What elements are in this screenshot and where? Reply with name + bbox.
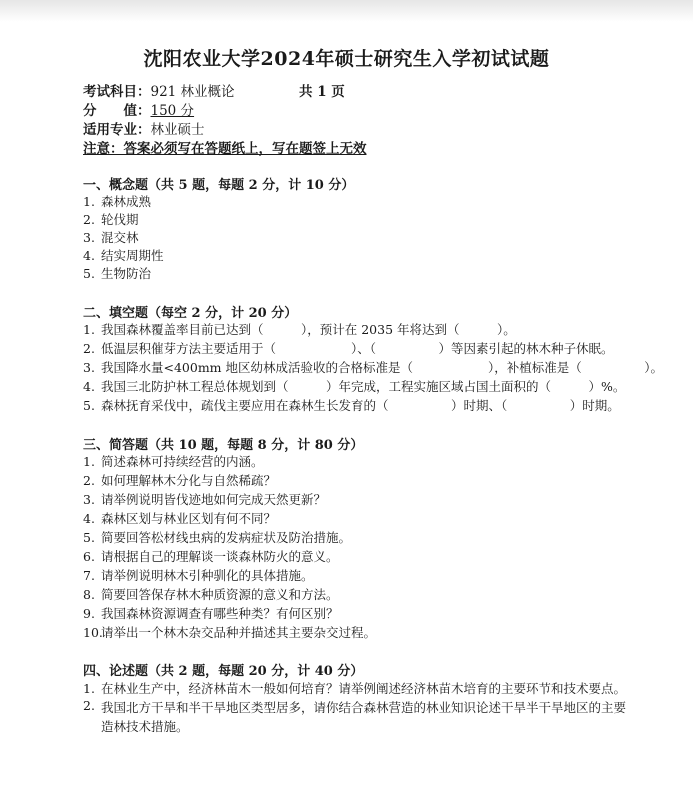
subject-label: 考试科目： xyxy=(83,84,151,100)
question-item xyxy=(83,210,139,228)
question-item xyxy=(83,698,626,736)
question-number: 10. xyxy=(83,625,103,640)
question-number: 5. xyxy=(83,266,95,281)
question-text: 简述森林可持续经营的内涵。 xyxy=(101,454,264,469)
question-item xyxy=(83,246,164,264)
question-text: 请举出一个林木杂交品种并描述其主要杂交过程。 xyxy=(101,625,377,640)
scan-edge xyxy=(0,0,693,22)
question-item xyxy=(83,585,339,603)
question-number: 2. xyxy=(83,473,95,488)
question-item xyxy=(83,320,516,338)
question-number: 3. xyxy=(83,360,95,375)
question-item xyxy=(83,377,625,395)
question-text: 简要回答松材线虫病的发病症状及防治措施。 xyxy=(101,530,352,545)
question-text: 请根据自己的理解谈一谈森林防火的意义。 xyxy=(101,549,339,564)
question-text: 我国北方干旱和半干旱地区类型居多，请你结合森林营造的林业知识论述干旱半干旱地区的主要造林技术措施。 xyxy=(101,700,627,734)
question-text: 森林区划与林业区划有何不同？ xyxy=(101,511,277,526)
question-item xyxy=(83,358,663,376)
question-number: 3. xyxy=(83,230,95,245)
section-heading: 一、概念题（共 5 题，每题 2 分，计 10 分） xyxy=(83,178,355,193)
section-heading: 二、填空题（每空 2 分，计 20 分） xyxy=(83,306,298,321)
question-item xyxy=(83,509,276,527)
question-text: 森林成熟 xyxy=(101,194,152,209)
question-text: 我国降水量<400mm 地区幼林成活验收的合格标准是（ ），补植标准是（ ）。 xyxy=(101,360,664,375)
section-heading: 四、论述题（共 2 题，每题 20 分，计 40 分） xyxy=(83,664,364,679)
question-item xyxy=(83,264,151,282)
exam-title: 沈阳农业大学2024年硕士研究生入学初试试题 xyxy=(143,48,550,70)
question-text: 生物防治 xyxy=(101,266,152,281)
question-item xyxy=(83,471,276,489)
subject-value: 921 林业概论 xyxy=(150,84,235,100)
question-number: 4. xyxy=(83,379,95,394)
question-text: 简要回答保存林木种质资源的意义和方法。 xyxy=(101,587,339,602)
question-item xyxy=(83,339,614,357)
question-item xyxy=(83,192,151,210)
subject-line xyxy=(83,80,235,100)
question-text: 请举例说明皆伐迹地如何完成天然更新？ xyxy=(101,492,327,507)
score-value: 150 分 xyxy=(150,103,195,119)
question-text: 我国森林资源调查有哪些种类？有何区别？ xyxy=(101,606,339,621)
question-number: 6. xyxy=(83,549,95,564)
question-number: 5. xyxy=(83,530,95,545)
question-item xyxy=(83,604,339,622)
question-number: 2. xyxy=(83,698,95,713)
question-number: 3. xyxy=(83,492,95,507)
question-number: 7. xyxy=(83,568,95,583)
question-text: 森林抚育采伐中，疏伐主要应用在森林生长发育的（ ）时期、（ ）时期。 xyxy=(101,398,620,413)
question-item xyxy=(83,228,139,246)
question-number: 4. xyxy=(83,248,95,263)
question-number: 1. xyxy=(83,194,95,209)
question-text: 在林业生产中，经济林苗木一般如何培育？请举例阐述经济林苗木培育的主要环节和技术要点。 xyxy=(101,681,627,696)
question-number: 4. xyxy=(83,511,95,526)
question-item xyxy=(83,679,626,697)
question-item xyxy=(83,396,620,414)
question-item xyxy=(83,566,314,584)
question-item xyxy=(83,490,326,508)
question-text: 低温层积催芽方法主要适用于（ ）、（ ）等因素引起的林木种子休眠。 xyxy=(101,341,614,356)
question-item xyxy=(83,623,376,641)
page-count: 共 1 页 xyxy=(299,84,345,100)
score-label: 分 值： xyxy=(83,103,151,119)
question-text: 结实周期性 xyxy=(101,248,164,263)
section-heading: 三、简答题（共 10 题，每题 8 分，计 80 分） xyxy=(83,438,364,453)
question-number: 1. xyxy=(83,322,95,337)
question-text: 如何理解林木分化与自然稀疏？ xyxy=(101,473,277,488)
question-number: 2. xyxy=(83,341,95,356)
question-number: 1. xyxy=(83,454,95,469)
question-number: 9. xyxy=(83,606,95,621)
question-text: 轮伐期 xyxy=(101,212,139,227)
question-item xyxy=(83,452,264,470)
answer-notice: 注意：答案必须写在答题纸上，写在题签上无效 xyxy=(83,141,367,157)
question-item xyxy=(83,528,351,546)
question-number: 8. xyxy=(83,587,95,602)
question-text: 请举例说明林木引种驯化的具体措施。 xyxy=(101,568,314,583)
question-number: 2. xyxy=(83,212,95,227)
major-value: 林业硕士 xyxy=(150,122,205,138)
score-line xyxy=(83,99,194,119)
major-label: 适用专业： xyxy=(83,122,151,138)
question-text: 混交林 xyxy=(101,230,139,245)
question-text: 我国三北防护林工程总体规划到（ ）年完成，工程实施区域占国土面积的（ ）%。 xyxy=(101,379,626,394)
question-number: 5. xyxy=(83,398,95,413)
question-number: 1. xyxy=(83,681,95,696)
question-item xyxy=(83,547,339,565)
major-line xyxy=(83,118,205,138)
question-text: 我国森林覆盖率目前已达到（ ），预计在 2035 年将达到（ ）。 xyxy=(101,322,516,337)
